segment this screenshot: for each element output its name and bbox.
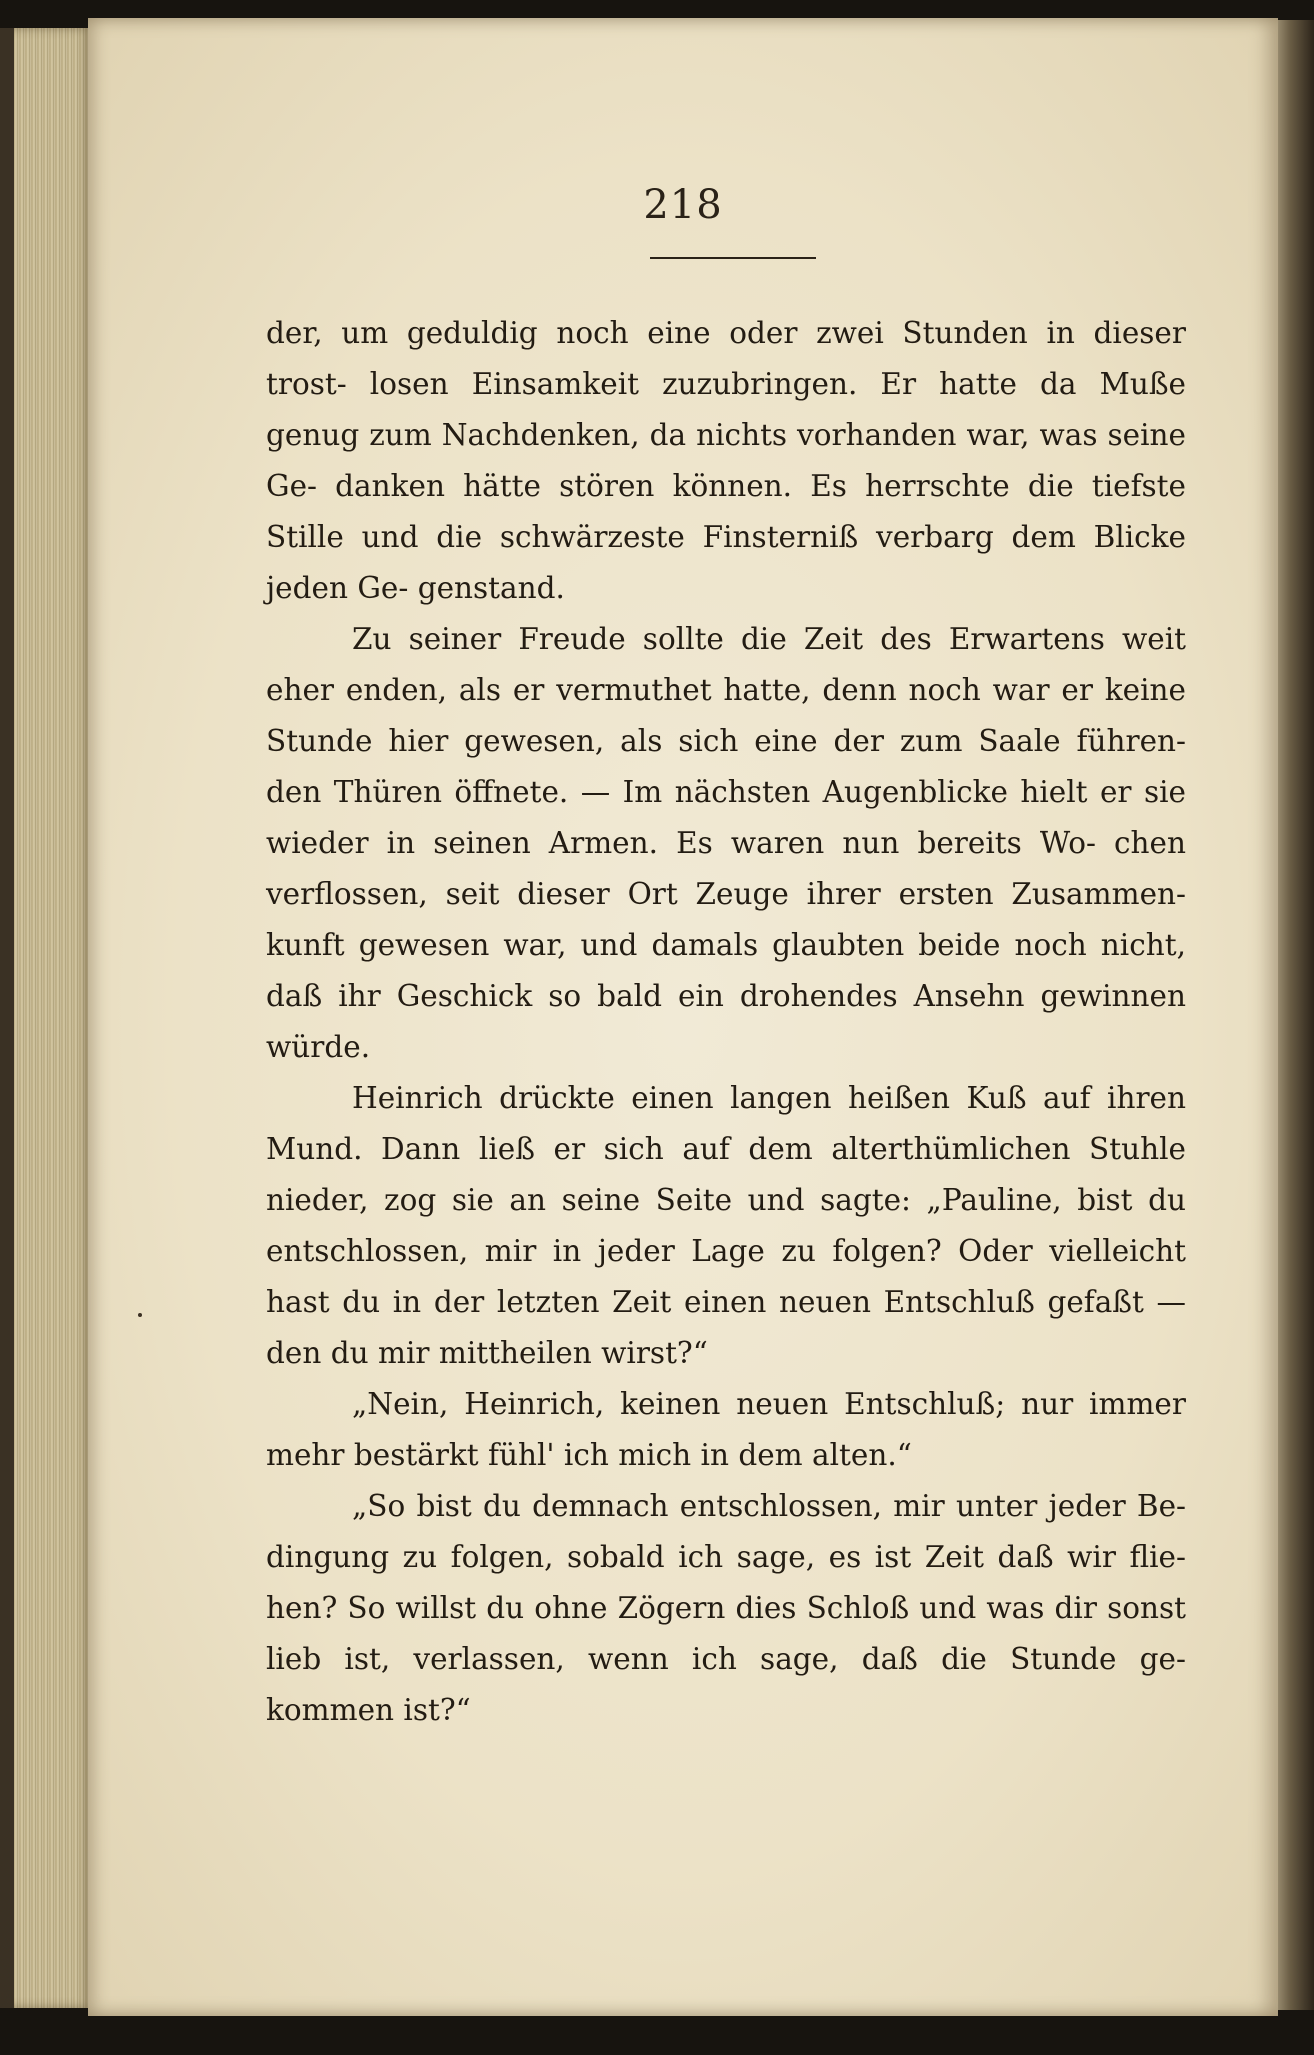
body-text [266, 308, 1186, 1736]
book-gutter [1274, 20, 1314, 2010]
page-number-rule [650, 257, 816, 259]
page-number: 218 [643, 182, 723, 228]
paragraph-4: „Nein, Heinrich, keinen neuen Entschluß; nur immer mehr bestärkt fühl' ich mich in dem alten.“ [266, 1387, 1186, 1472]
paragraph-2: Zu seiner Freude sollte die Zeit des Erwartens weit eher enden, als er vermuthet hatte, denn noch war er keine Stunde hier gewesen, als sich eine der zum Saale führen- den Thüren öffnete. — Im nächsten Augenblicke hielt er sie wieder in seinen Armen. Es waren nun bereits Wo- chen verflossen, seit dieser Ort Zeuge ihrer ersten Zusammen- kunft gewesen war, und damals glaubten beide noch nicht, daß ihr Geschick so bald ein drohendes Ansehn gewinnen würde. [266, 622, 1186, 1064]
paragraph-5: „So bist du demnach entschlossen, mir unter jeder Be- dingung zu folgen, sobald ich sage, es ist Zeit daß wir flie- hen? So willst du ohne Zögern dies Schloß und was dir sonst lieb ist, verlassen, wenn ich sage, daß die Stunde ge- kommen ist?“ [266, 1489, 1186, 1727]
paper-speck [138, 1313, 142, 1317]
book-page [88, 18, 1278, 2016]
paragraph-3: Heinrich drückte einen langen heißen Kuß auf ihren Mund. Dann ließ er sich auf dem alterthümlichen Stuhle nieder, zog sie an seine Seite und sagte: „Pauline, bist du entschlossen, mir in jeder Lage zu folgen? Oder vielleicht hast du in der letzten Zeit einen neuen Entschluß gefaßt — den du mir mittheilen wirst?“ [266, 1081, 1186, 1370]
paragraph-1: der, um geduldig noch eine oder zwei Stunden in dieser trost- losen Einsamkeit zuzubringen. Er hatte da Muße genug zum Nachdenken, da nichts vorhanden war, was seine Ge- danken hätte stören können. Es herrschte die tiefste Stille und die schwärzeste Finsterniß verbarg dem Blicke jeden Ge- genstand. [266, 316, 1186, 605]
book-edge-shadow [0, 28, 14, 2008]
